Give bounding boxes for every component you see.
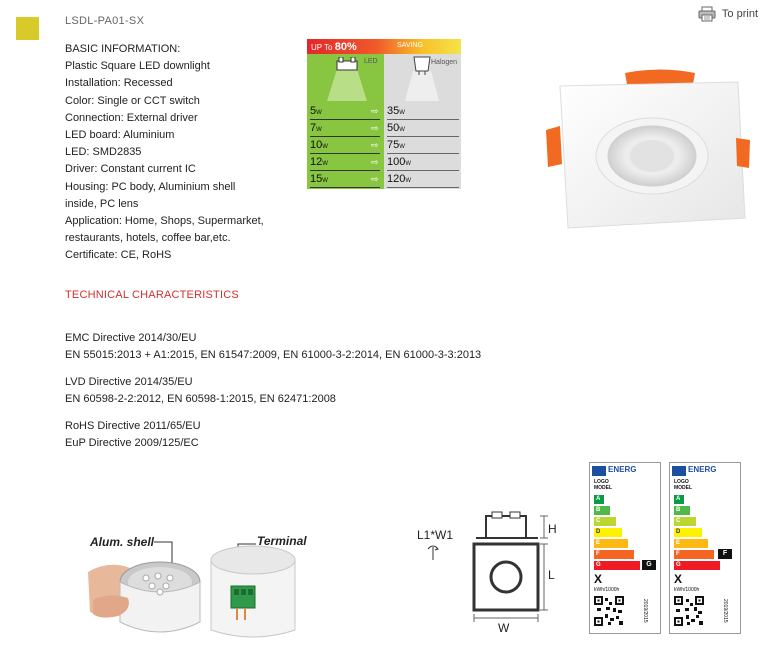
info-line: Housing: PC body, Aluminium shell bbox=[65, 180, 236, 193]
unit: W bbox=[322, 161, 328, 167]
energy-model: MODEL bbox=[594, 485, 613, 491]
energy-rating: F bbox=[718, 549, 732, 559]
led-downlight-icon bbox=[327, 57, 367, 101]
emc-directive bbox=[65, 330, 481, 364]
energy-logo: LOGO bbox=[594, 479, 609, 485]
grade-bar: A bbox=[594, 495, 604, 504]
info-line: Plastic Square LED downlight bbox=[65, 60, 210, 73]
printer-icon bbox=[698, 6, 716, 22]
dim-h: H bbox=[548, 522, 557, 536]
saving-word: SAVING bbox=[397, 42, 423, 49]
info-line: inside, PC lens bbox=[65, 197, 139, 210]
energy-year: 2019/2015 bbox=[642, 599, 648, 623]
saving-row bbox=[307, 171, 461, 188]
info-line: LED board: Aluminium bbox=[65, 129, 175, 142]
grade-bar: D bbox=[594, 528, 622, 537]
energy-year: 2019/2015 bbox=[722, 599, 728, 623]
print-label: To print bbox=[721, 8, 758, 20]
alum-shell-photo bbox=[88, 530, 206, 640]
directive-line: EuP Directive 2009/125/EC bbox=[65, 437, 199, 449]
shell-label: Alum. shell bbox=[90, 535, 155, 549]
unit: W bbox=[399, 127, 405, 133]
led-watt: 5 bbox=[310, 105, 317, 117]
led-watt: 10 bbox=[310, 139, 323, 151]
saving-percent: 80% bbox=[334, 41, 357, 53]
saving-up-to: UP To 80% bbox=[311, 41, 357, 53]
grade-bar: D bbox=[674, 528, 702, 537]
led-watt: 12 bbox=[310, 156, 323, 168]
info-line: Installation: Recessed bbox=[65, 77, 173, 90]
arrow-icon: ⇨ bbox=[371, 157, 379, 167]
energy-kwh: kWh/1000h bbox=[594, 587, 620, 593]
halogen-watt: 50 bbox=[387, 122, 400, 134]
saving-table bbox=[307, 39, 461, 189]
saving-row bbox=[307, 137, 461, 154]
product-image bbox=[540, 68, 755, 233]
info-line: BASIC INFORMATION: bbox=[65, 43, 181, 55]
dim-lw: L1*W1 bbox=[417, 528, 454, 542]
saving-banner bbox=[307, 39, 461, 54]
eu-flag-icon bbox=[672, 466, 686, 476]
halogen-watt: 35 bbox=[387, 105, 400, 117]
rotate-icon bbox=[426, 543, 440, 561]
product-code: LSDL-PA01-SX bbox=[65, 15, 145, 27]
dim-w: W bbox=[498, 621, 510, 635]
grade-bar: E bbox=[594, 539, 628, 548]
energy-logo: LOGO bbox=[674, 479, 689, 485]
qr-code-icon bbox=[594, 596, 624, 626]
arrow-icon: ⇨ bbox=[371, 140, 379, 150]
unit: W bbox=[399, 110, 405, 116]
saving-row bbox=[307, 120, 461, 137]
arrow-icon: ⇨ bbox=[371, 123, 379, 133]
spring-clip bbox=[736, 138, 750, 168]
info-line: Certificate: CE, RoHS bbox=[65, 249, 172, 262]
unit: W bbox=[316, 127, 322, 133]
unit: W bbox=[399, 144, 405, 150]
energy-x: X bbox=[674, 572, 683, 586]
halogen-watt: 75 bbox=[387, 139, 400, 151]
energy-title: ENERG bbox=[688, 465, 717, 474]
grade-bar: C bbox=[674, 517, 696, 526]
led-watt: 7 bbox=[310, 122, 317, 134]
unit: W bbox=[322, 144, 328, 150]
directive-line: EN 55015:2013 + A1:2015, EN 61547:2009, EN 61000-3-2:2014, EN 61000-3-3:2013 bbox=[65, 349, 482, 361]
halogen-watt: 100 bbox=[387, 156, 406, 168]
energy-rating: G bbox=[642, 560, 656, 570]
halogen-label: Halogen bbox=[431, 59, 458, 66]
grade-bar: F bbox=[674, 550, 714, 559]
energy-label bbox=[589, 462, 661, 634]
grade-bar: C bbox=[594, 517, 616, 526]
unit: W bbox=[405, 161, 412, 167]
eu-flag-icon bbox=[592, 466, 606, 476]
led-label: LED bbox=[364, 58, 378, 65]
unit: W bbox=[405, 178, 412, 184]
dim-l: L bbox=[548, 568, 555, 582]
energy-title: ENERG bbox=[608, 465, 637, 474]
info-line: restaurants, hotels, coffee bar,etc. bbox=[65, 232, 231, 245]
energy-label bbox=[669, 462, 741, 634]
basic-information bbox=[65, 41, 264, 265]
info-line: Application: Home, Shops, Supermarket, bbox=[65, 215, 264, 228]
rohs-directive bbox=[65, 418, 201, 452]
directive-line: EN 60598-2-2:2012, EN 60598-1:2015, EN 62471:2008 bbox=[65, 393, 336, 405]
arrow-icon: ⇨ bbox=[371, 106, 379, 116]
halogen-watt: 120 bbox=[387, 173, 406, 185]
grade-bar: E bbox=[674, 539, 708, 548]
spring-clip bbox=[546, 126, 562, 167]
info-line: Color: Single or CCT switch bbox=[65, 94, 200, 107]
arrow-icon: ⇨ bbox=[371, 174, 379, 184]
grade-bar: G bbox=[594, 561, 640, 570]
directive-line: EMC Directive 2014/30/EU bbox=[65, 332, 197, 344]
lvd-directive bbox=[65, 374, 336, 408]
terminal-block-photo bbox=[207, 530, 299, 640]
saving-row bbox=[307, 103, 461, 120]
brand-square bbox=[16, 17, 39, 40]
info-line: Connection: External driver bbox=[65, 111, 198, 124]
print-button[interactable] bbox=[698, 6, 758, 22]
grade-bar: G bbox=[674, 561, 720, 570]
directive-line: RoHS Directive 2011/65/EU bbox=[65, 420, 201, 432]
info-line: LED: SMD2835 bbox=[65, 146, 142, 159]
grade-bar: A bbox=[674, 495, 684, 504]
unit: W bbox=[316, 110, 322, 116]
info-line: Driver: Constant current IC bbox=[65, 163, 196, 176]
unit: W bbox=[322, 178, 328, 184]
qr-code-icon bbox=[674, 596, 704, 626]
directive-line: LVD Directive 2014/35/EU bbox=[65, 376, 193, 388]
grade-bar: F bbox=[594, 550, 634, 559]
led-watt: 15 bbox=[310, 173, 323, 185]
saving-row bbox=[307, 154, 461, 171]
energy-x: X bbox=[594, 572, 603, 586]
terminal-label-1: Terminal bbox=[257, 534, 307, 548]
energy-kwh: kWh/1000h bbox=[674, 587, 700, 593]
grade-bar: B bbox=[674, 506, 690, 515]
grade-bar: B bbox=[594, 506, 610, 515]
technical-heading: TECHNICAL CHARACTERISTICS bbox=[65, 289, 239, 301]
energy-model: MODEL bbox=[674, 485, 693, 491]
